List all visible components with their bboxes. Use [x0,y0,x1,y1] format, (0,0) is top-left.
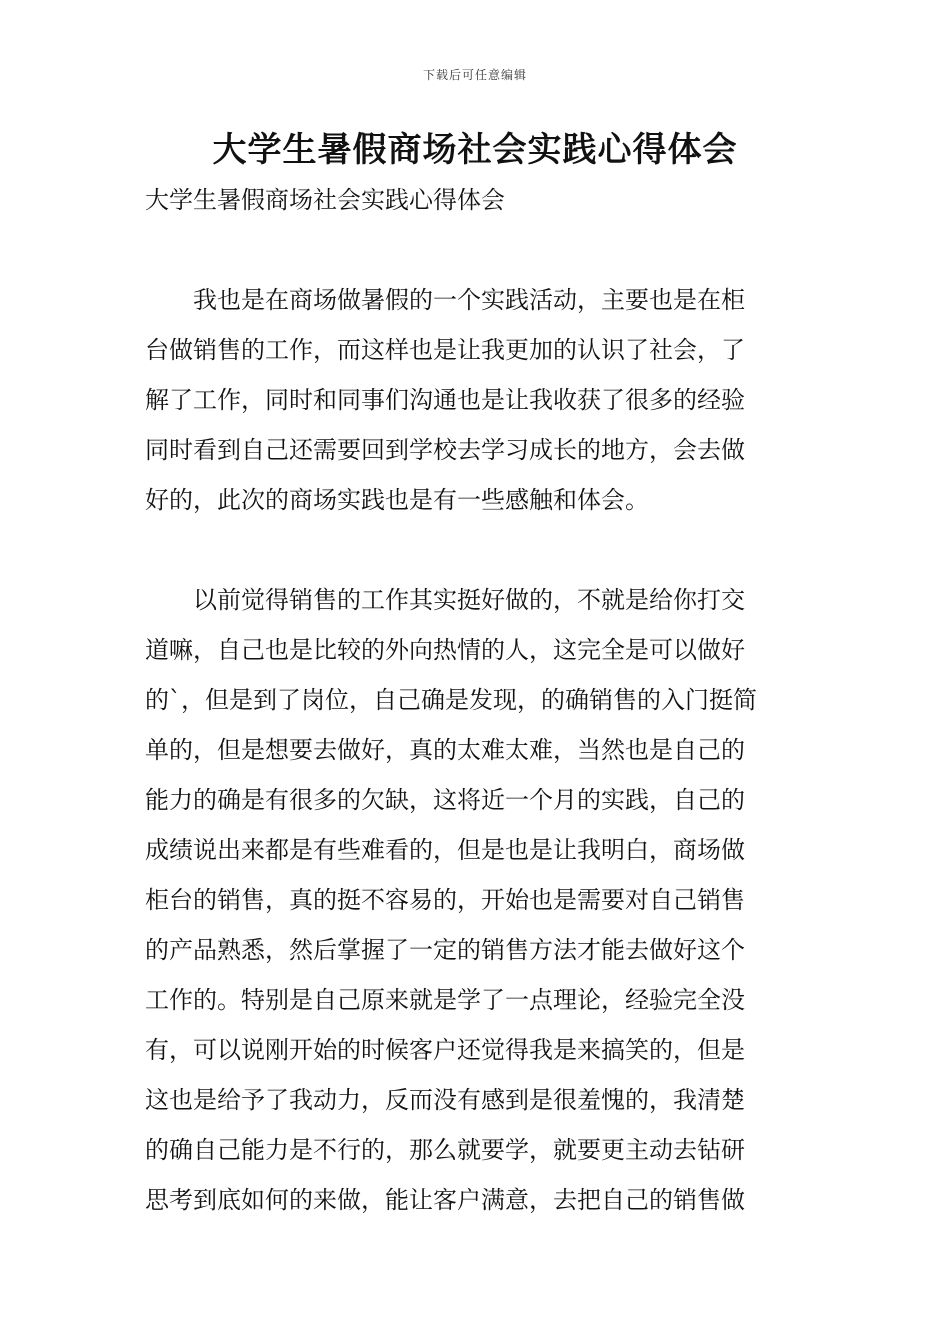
text-line: 同时看到自己还需要回到学校去学习成长的地方，会去做 [145,436,745,464]
text-line: 单的，但是想要去做好，真的太难太难，当然也是自己的 [145,736,745,764]
text-line: 以前觉得销售的工作其实挺好做的，不就是给你打交 [145,586,745,614]
text-line: 成绩说出来都是有些难看的，但是也是让我明白，商场做 [145,836,745,864]
text-line: 有，可以说刚开始的时候客户还觉得我是来搞笑的，但是 [145,1036,745,1064]
text-line: 台做销售的工作，而这样也是让我更加的认识了社会，了 [145,336,745,364]
page-title: 大学生暑假商场社会实践心得体会 [212,130,738,170]
text-line: 的`，但是到了岗位，自己确是发现，的确销售的入门挺简 [145,686,757,714]
header-note: 下载后可任意编辑 [422,68,527,82]
paragraph-2 [145,575,810,1225]
text-line: 解了工作，同时和同事们沟通也是让我收获了很多的经验 [145,386,745,414]
document-subtitle: 大学生暑假商场社会实践心得体会 [145,186,505,214]
text-line: 的确自己能力是不行的，那么就要学，就要更主动去钻研 [145,1136,745,1164]
text-line: 思考到底如何的来做，能让客户满意，去把自己的销售做 [145,1186,745,1214]
text-line: 我也是在商场做暑假的一个实践活动，主要也是在柜 [145,286,745,314]
text-line: 的产品熟悉，然后掌握了一定的销售方法才能去做好这个 [145,936,745,964]
text-line: 这也是给予了我动力，反而没有感到是很羞愧的，我清楚 [145,1086,745,1114]
text-line: 能力的确是有很多的欠缺，这将近一个月的实践，自己的 [145,786,745,814]
text-line: 工作的。特别是自己原来就是学了一点理论，经验完全没 [145,986,745,1014]
text-line: 好的，此次的商场实践也是有一些感触和体会。 [145,486,649,514]
text-line: 柜台的销售，真的挺不容易的，开始也是需要对自己销售 [145,886,745,914]
paragraph-1 [145,275,810,525]
text-line: 道嘛，自己也是比较的外向热情的人，这完全是可以做好 [145,636,745,664]
